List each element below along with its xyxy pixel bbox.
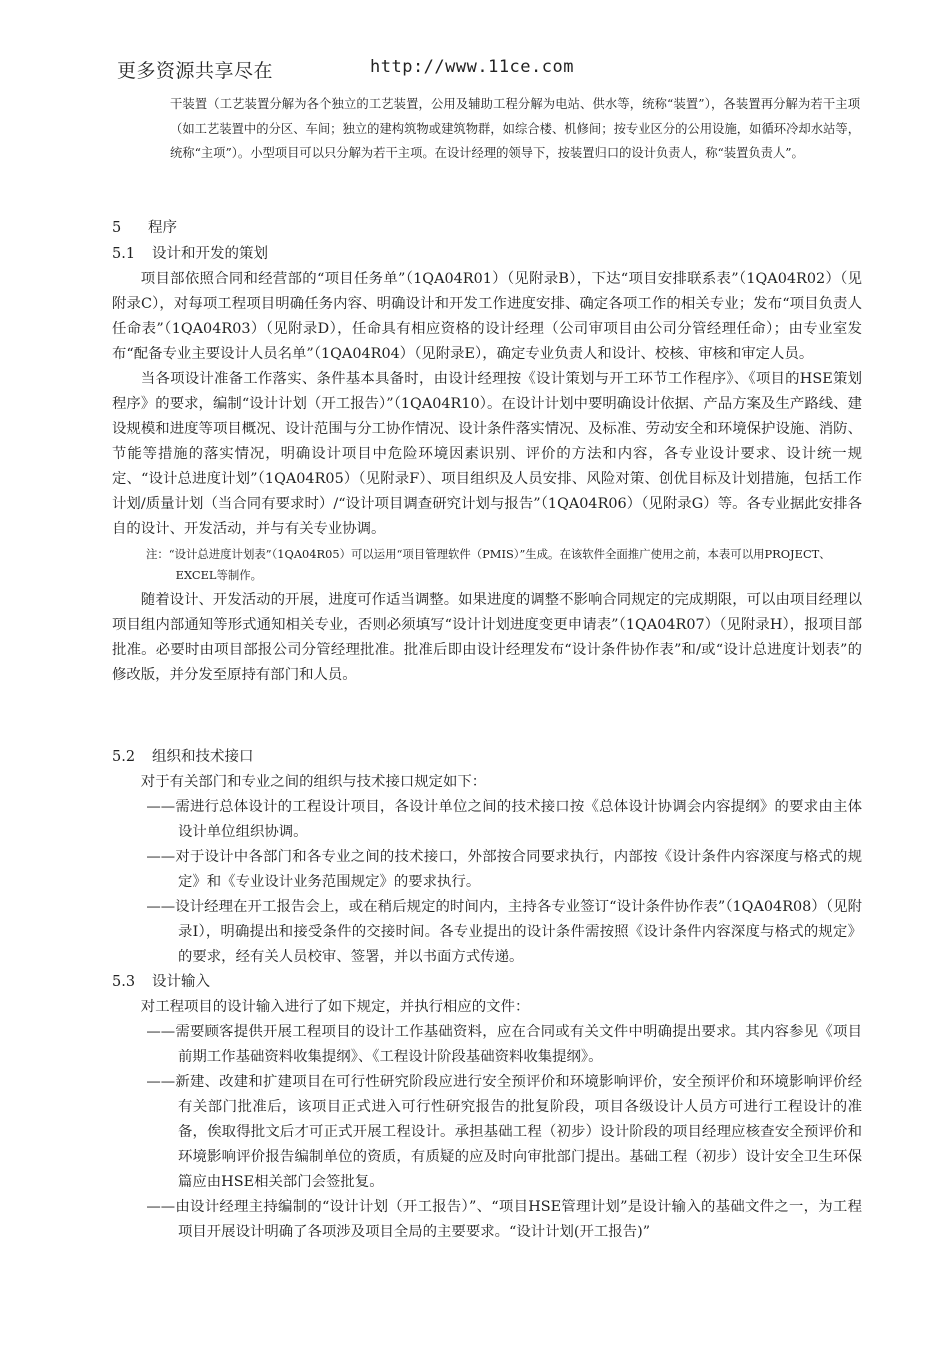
paragraph: 项目部依照合同和经营部的“项目任务单”（1QA04R01）（见附录B），下达“项目安排联系表”（1QA04R02）（见附录C），对每项工程项目明确任务内容、明确设计和开发工作进度安排、确定各项工作的相关专业；发布“项目负责人任命表”（1QA04R03）（见附录D），任命具有相应资格的设计经理（公司审项目由公司分管经理任命）；由专业室发布“配备专业主要设计人员名单”（1QA04R04）（见附录E），确定专业负责人和设计、校核、审核和审定人员。: [112, 271, 862, 362]
section-5-heading: [112, 216, 862, 241]
section-title: 设计和开发的策划: [152, 246, 268, 262]
section-5-3: [112, 970, 862, 1245]
header-url[interactable]: http://www.11ce.com: [370, 57, 574, 77]
section-5-1: [112, 242, 862, 688]
section-5-1-heading: [112, 242, 862, 267]
section-number: 5: [112, 220, 122, 236]
section-title: 设计输入: [152, 974, 210, 990]
intro-paragraph: 干装置（工艺装置分解为各个独立的工艺装置，公用及辅助工程分解为电站、供水等，统称“装置”），各装置再分解为若干主项（如工艺装置中的分区、车间；独立的建构筑物或建筑物群，如综合楼、机修间；按专业区分的公用设施，如循环冷却水站等，统称“主项”）。小型项目可以只分解为若干主项。在设计经理的领导下，按装置归口的设计负责人，称“装置负责人”。: [170, 97, 860, 160]
section-5-2-heading: [112, 745, 862, 770]
header-title: 更多资源共享尽在: [117, 60, 274, 82]
list-item: ——需进行总体设计的工程设计项目，各设计单位之间的技术接口按《总体设计协调会内容提纲》的要求由主体设计单位组织协调。: [146, 799, 862, 840]
section-number: 5.1: [112, 246, 136, 262]
list-item: ——需要顾客提供开展工程项目的设计工作基础资料，应在合同或有关文件中明确提出要求。其内容参见《项目前期工作基础资料收集提纲》、《工程设计阶段基础资料收集提纲》。: [146, 1024, 862, 1065]
paragraph: 对工程项目的设计输入进行了如下规定，并执行相应的文件：: [140, 999, 530, 1015]
paragraph: 对于有关部门和专业之间的组织与技术接口规定如下：: [140, 774, 487, 790]
paragraph: 随着设计、开发活动的开展，进度可作适当调整。如果进度的调整不影响合同规定的完成期限，可以由项目经理以项目组内部通知等形式通知相关专业，否则必须填写“设计计划进度变更申请表”（1QA04R07）（见附录H），报项目部批准。必要时由项目部报公司分管经理批准。批准后即由设计经理发布“设计条件协作表”和/或“设计总进度计划表”的修改版，并分发至原持有部门和人员。: [112, 592, 862, 683]
section-5: [112, 216, 862, 241]
list-item: ——对于设计中各部门和各专业之间的技术接口，外部按合同要求执行，内部按《设计条件内容深度与格式的规定》和《专业设计业务范围规定》的要求执行。: [146, 849, 862, 890]
section-title: 程序: [148, 220, 177, 236]
list-item: ——由设计经理主持编制的“设计计划（开工报告）”、“项目HSE管理计划”是设计输入的基础文件之一，为工程项目开展设计明确了各项涉及项目全局的主要要求。“设计计划(开工报告)”: [146, 1199, 862, 1240]
note: 注：“设计总进度计划表”（1QA04R05）可以运用“项目管理软件（PMIS）”生成。在该软件全面推广使用之前，本表可以用PROJECT、EXCEL等制作。: [146, 547, 831, 582]
page-header: [117, 56, 574, 86]
section-number: 5.2: [112, 749, 136, 765]
list-item: ——设计经理在开工报告会上，或在稍后规定的时间内，主持各专业签订“设计条件协作表”（1QA04R08）（见附录I），明确提出和接受条件的交接时间。各专业提出的设计条件需按照《设计条件内容深度与格式的规定》的要求，经有关人员校审、签署，并以书面方式传递。: [146, 899, 862, 965]
section-5-2: [112, 745, 862, 970]
section-number: 5.3: [112, 974, 136, 990]
paragraph: 当各项设计准备工作落实、条件基本具备时，由设计经理按《设计策划与开工环节工作程序》、《项目的HSE策划程序》的要求，编制“设计计划（开工报告）”（1QA04R10）。在设计计划中要明确设计依据、产品方案及生产路线、建设规模和进度等项目概况、设计范围与分工协作情况、设计条件落实情况、及标准、劳动安全和环境保护设施、消防、节能等措施的落实情况，明确设计项目中危险环境因素识别、评价的方法和内容，各专业设计要求、设计统一规定、“设计总进度计划”（1QA04R05）（见附录F）、项目组织及人员安排、风险对策、创优目标及计划措施，包括工作计划/质量计划（当合同有要求时）/“设计项目调查研究计划与报告”（1QA04R06）（见附录G）等。各专业据此安排各自的设计、开发活动，并与有关专业协调。: [112, 371, 862, 537]
section-title: 组织和技术接口: [152, 749, 254, 765]
section-5-3-heading: [112, 970, 862, 995]
list-item: ——新建、改建和扩建项目在可行性研究阶段应进行安全预评价和环境影响评价，安全预评价和环境影响评价经有关部门批准后，该项目正式进入可行性研究报告的批复阶段，项目各级设计人员方可进行工程设计的准备，俟取得批文后才可正式开展工程设计。承担基础工程（初步）设计阶段的项目经理应核查安全预评价和环境影响评价报告编制单位的资质，有质疑的应及时向审批部门提出。基础工程（初步）设计安全卫生环保篇应由HSE相关部门会签批复。: [146, 1074, 862, 1190]
